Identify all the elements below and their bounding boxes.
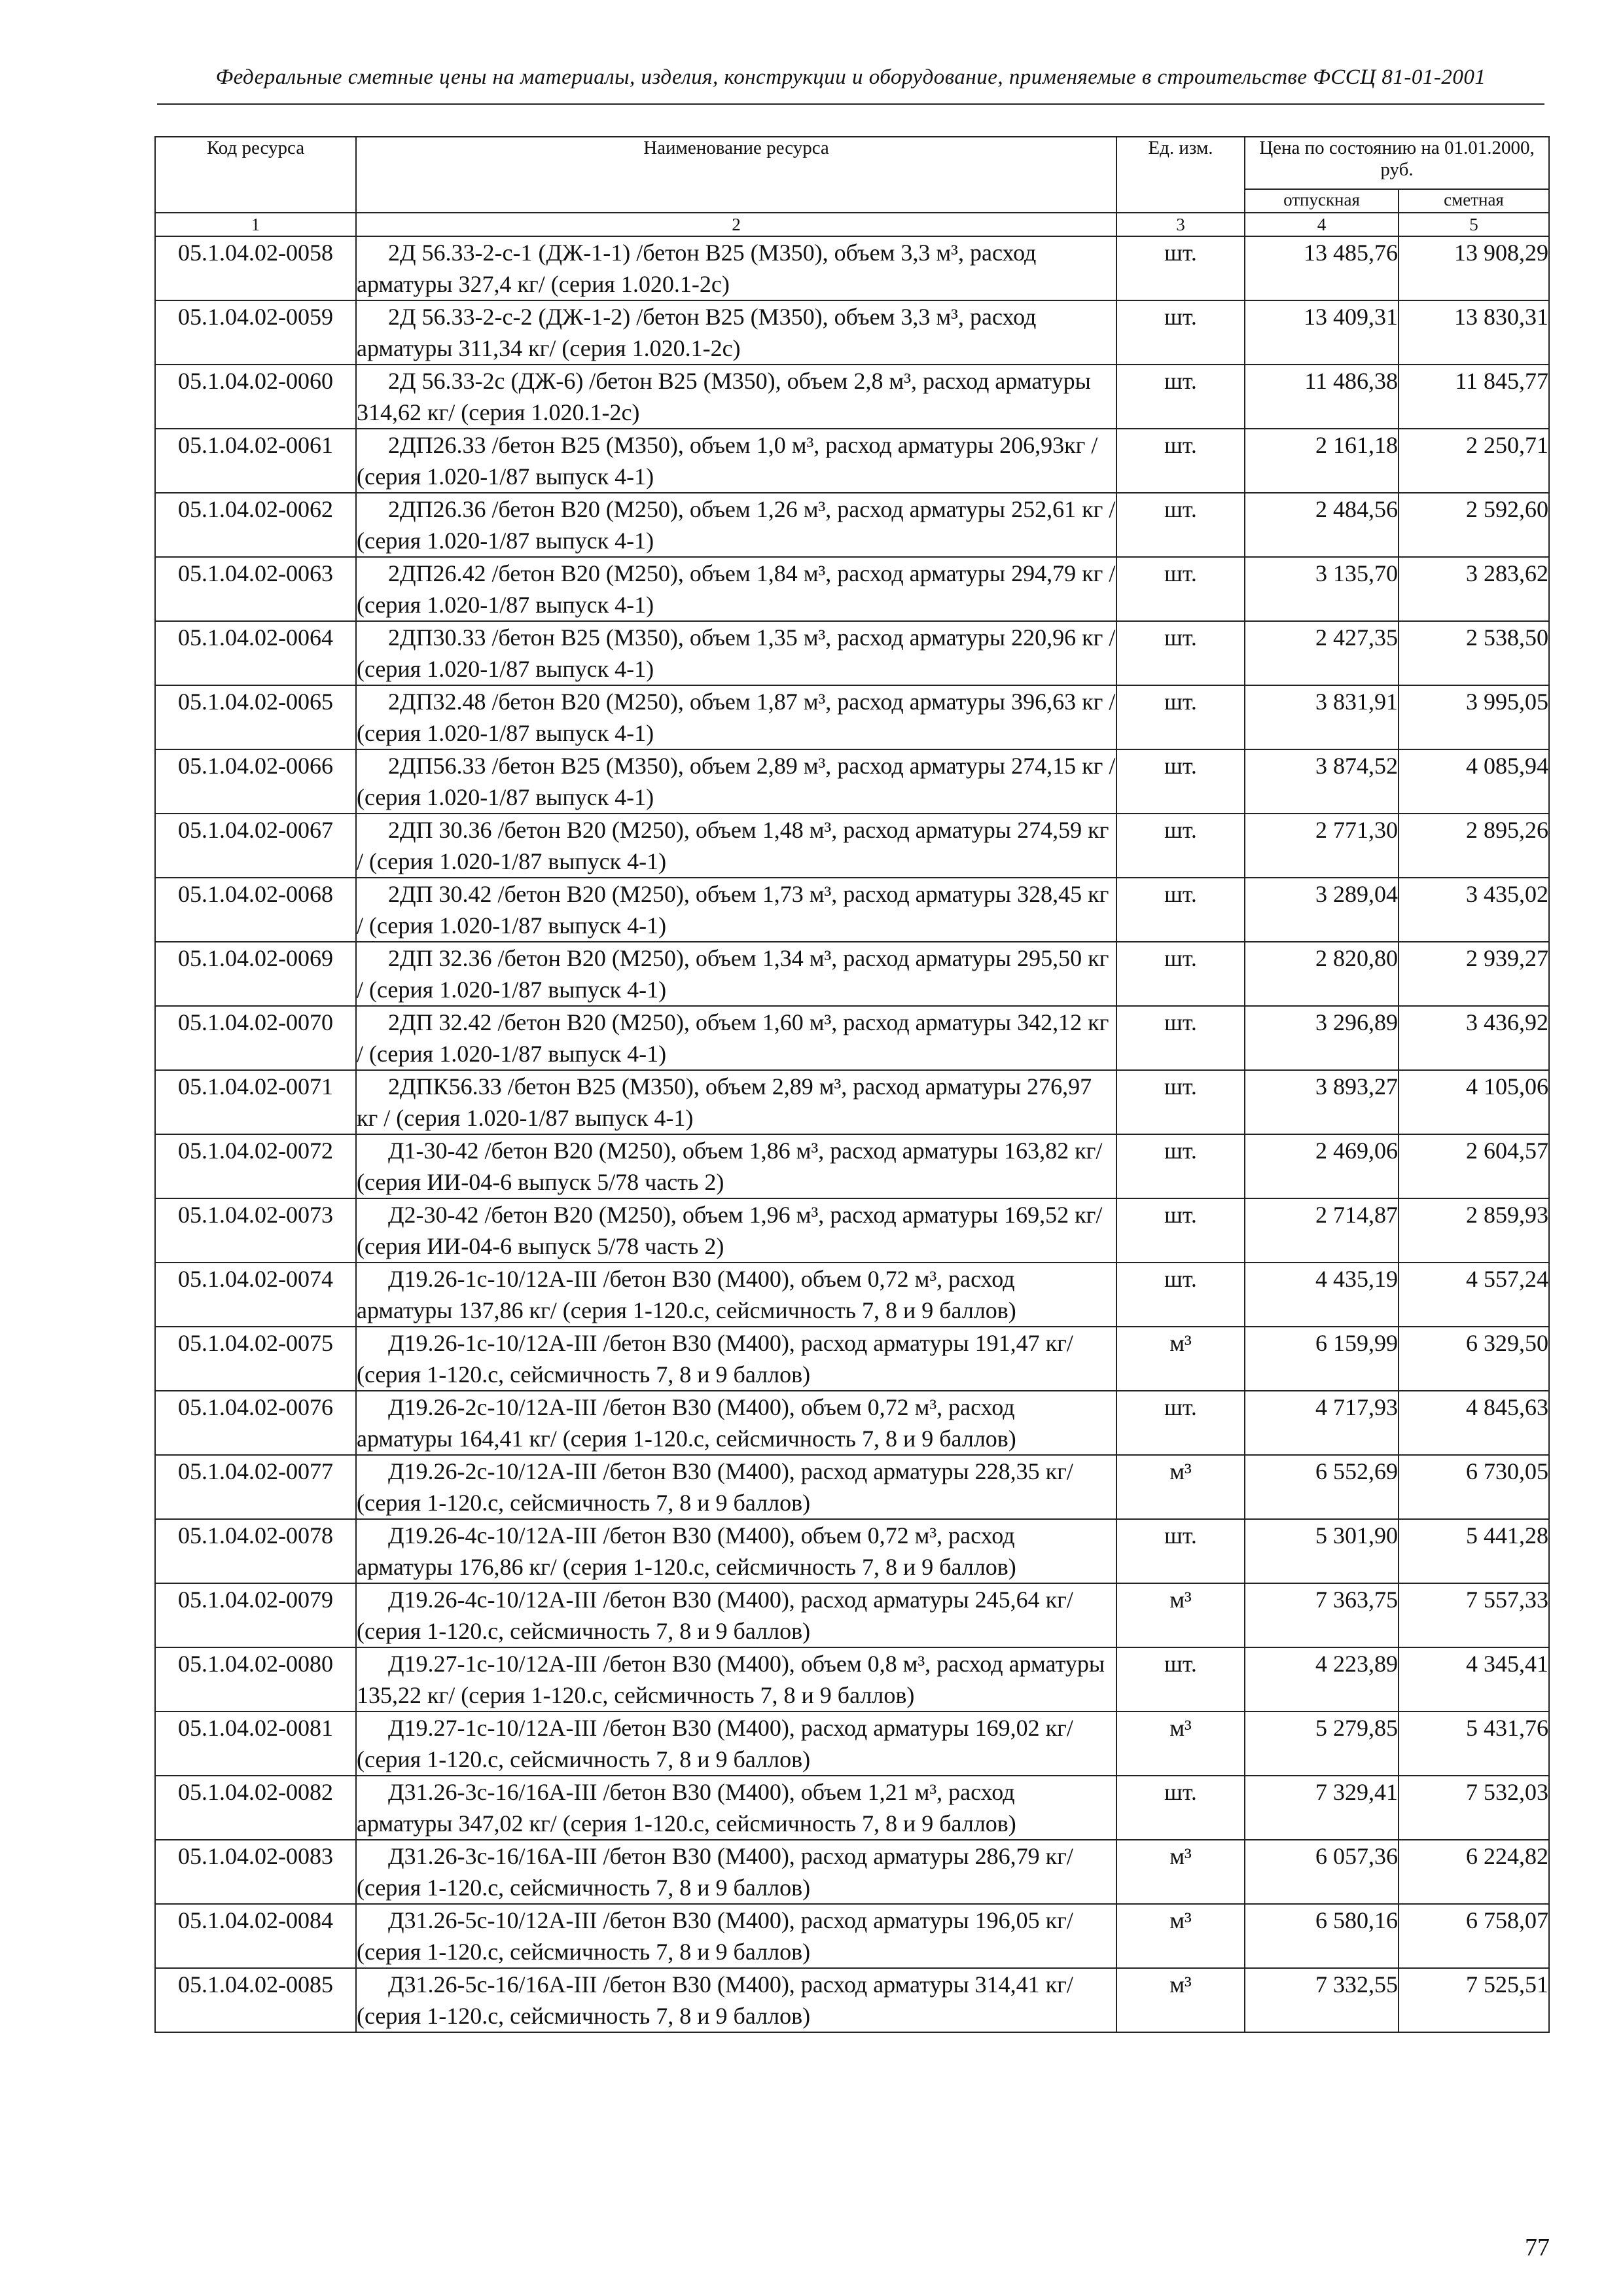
resource-code: 05.1.04.02-0060 bbox=[155, 365, 356, 429]
resource-code: 05.1.04.02-0077 bbox=[155, 1455, 356, 1519]
resource-name: 2Д 56.33-2-с-1 (ДЖ-1-1) /бетон В25 (М350), объем 3,3 м³, расход арматуры 327,4 кг/ (серия 1.020.1-2с) bbox=[356, 236, 1116, 300]
table-row bbox=[155, 1006, 1549, 1070]
release-price: 2 484,56 bbox=[1245, 493, 1399, 557]
unit-of-measure: шт. bbox=[1116, 300, 1245, 365]
resource-name: Д2-30-42 /бетон В20 (М250), объем 1,96 м³, расход арматуры 169,52 кг/ (серия ИИ-04-6 выпуск 5/78 часть 2) bbox=[356, 1198, 1116, 1263]
column-number-row bbox=[155, 213, 1549, 236]
resource-code: 05.1.04.02-0066 bbox=[155, 749, 356, 814]
resource-code: 05.1.04.02-0058 bbox=[155, 236, 356, 300]
table-row bbox=[155, 429, 1549, 493]
estimate-price: 13 908,29 bbox=[1399, 236, 1549, 300]
table-row bbox=[155, 1968, 1549, 2032]
unit-of-measure: шт. bbox=[1116, 878, 1245, 942]
release-price: 7 363,75 bbox=[1245, 1583, 1399, 1647]
unit-of-measure: шт. bbox=[1116, 1198, 1245, 1263]
column-number: 1 bbox=[155, 213, 356, 236]
estimate-price: 6 730,05 bbox=[1399, 1455, 1549, 1519]
estimate-price: 7 525,51 bbox=[1399, 1968, 1549, 2032]
resource-name: Д1-30-42 /бетон В20 (М250), объем 1,86 м³, расход арматуры 163,82 кг/ (серия ИИ-04-6 выпуск 5/78 часть 2) bbox=[356, 1134, 1116, 1198]
unit-of-measure: шт. bbox=[1116, 365, 1245, 429]
estimate-price: 6 758,07 bbox=[1399, 1904, 1549, 1968]
release-price: 3 296,89 bbox=[1245, 1006, 1399, 1070]
resource-code: 05.1.04.02-0065 bbox=[155, 685, 356, 749]
release-price: 4 223,89 bbox=[1245, 1647, 1399, 1712]
resource-name: 2ДП26.33 /бетон В25 (М350), объем 1,0 м³, расход арматуры 206,93кг / (серия 1.020-1/87 выпуск 4-1) bbox=[356, 429, 1116, 493]
release-price: 5 279,85 bbox=[1245, 1712, 1399, 1776]
resource-code: 05.1.04.02-0062 bbox=[155, 493, 356, 557]
unit-of-measure: шт. bbox=[1116, 814, 1245, 878]
estimate-price: 3 435,02 bbox=[1399, 878, 1549, 942]
estimate-price: 2 939,27 bbox=[1399, 942, 1549, 1006]
resource-code: 05.1.04.02-0075 bbox=[155, 1327, 356, 1391]
table-row bbox=[155, 878, 1549, 942]
release-price: 3 893,27 bbox=[1245, 1070, 1399, 1134]
release-price: 6 580,16 bbox=[1245, 1904, 1399, 1968]
unit-of-measure: м³ bbox=[1116, 1327, 1245, 1391]
resource-code: 05.1.04.02-0085 bbox=[155, 1968, 356, 2032]
unit-of-measure: шт. bbox=[1116, 1263, 1245, 1327]
resource-code: 05.1.04.02-0064 bbox=[155, 621, 356, 685]
resource-name: Д19.26-2с-10/12А-III /бетон В30 (М400), объем 0,72 м³, расход арматуры 164,41 кг/ (серия 1-120.с, сейсмичность 7, 8 и 9 баллов) bbox=[356, 1391, 1116, 1455]
estimate-price: 4 105,06 bbox=[1399, 1070, 1549, 1134]
resource-code: 05.1.04.02-0081 bbox=[155, 1712, 356, 1776]
resource-name: 2ДП 30.36 /бетон В20 (М250), объем 1,48 м³, расход арматуры 274,59 кг / (серия 1.020-1/87 выпуск 4-1) bbox=[356, 814, 1116, 878]
unit-of-measure: шт. bbox=[1116, 1006, 1245, 1070]
page-number: 77 bbox=[1525, 2234, 1550, 2261]
resource-code: 05.1.04.02-0082 bbox=[155, 1776, 356, 1840]
unit-of-measure: шт. bbox=[1116, 557, 1245, 621]
column-number: 5 bbox=[1399, 213, 1549, 236]
estimate-price: 11 845,77 bbox=[1399, 365, 1549, 429]
table-row bbox=[155, 1583, 1549, 1647]
unit-of-measure: шт. bbox=[1116, 749, 1245, 814]
release-price: 11 486,38 bbox=[1245, 365, 1399, 429]
resource-code: 05.1.04.02-0071 bbox=[155, 1070, 356, 1134]
table-row bbox=[155, 1134, 1549, 1198]
unit-of-measure: м³ bbox=[1116, 1968, 1245, 2032]
unit-of-measure: шт. bbox=[1116, 1391, 1245, 1455]
table-row bbox=[155, 1391, 1549, 1455]
release-price: 2 771,30 bbox=[1245, 814, 1399, 878]
resource-name: Д31.26-3с-16/16А-III /бетон В30 (М400), расход арматуры 286,79 кг/ (серия 1-120.с, сейсмичность 7, 8 и 9 баллов) bbox=[356, 1840, 1116, 1904]
table-row bbox=[155, 1647, 1549, 1712]
resource-name: 2ДП 32.36 /бетон В20 (М250), объем 1,34 м³, расход арматуры 295,50 кг / (серия 1.020-1/87 выпуск 4-1) bbox=[356, 942, 1116, 1006]
estimate-price: 4 557,24 bbox=[1399, 1263, 1549, 1327]
col-header-code: Код ресурса bbox=[155, 137, 356, 213]
unit-of-measure: шт. bbox=[1116, 1647, 1245, 1712]
table-row bbox=[155, 1776, 1549, 1840]
estimate-price: 6 224,82 bbox=[1399, 1840, 1549, 1904]
resource-name: Д19.26-4с-10/12А-III /бетон В30 (М400), расход арматуры 245,64 кг/ (серия 1-120.с, сейсмичность 7, 8 и 9 баллов) bbox=[356, 1583, 1116, 1647]
release-price: 7 332,55 bbox=[1245, 1968, 1399, 2032]
table-row bbox=[155, 236, 1549, 300]
estimate-price: 5 441,28 bbox=[1399, 1519, 1549, 1583]
release-price: 2 161,18 bbox=[1245, 429, 1399, 493]
resource-name: 2ДП 30.42 /бетон В20 (М250), объем 1,73 м³, расход арматуры 328,45 кг / (серия 1.020-1/87 выпуск 4-1) bbox=[356, 878, 1116, 942]
resource-code: 05.1.04.02-0074 bbox=[155, 1263, 356, 1327]
resource-code: 05.1.04.02-0067 bbox=[155, 814, 356, 878]
estimate-price: 4 345,41 bbox=[1399, 1647, 1549, 1712]
resource-name: Д19.27-1с-10/12А-III /бетон В30 (М400), расход арматуры 169,02 кг/ (серия 1-120.с, сейсмичность 7, 8 и 9 баллов) bbox=[356, 1712, 1116, 1776]
resource-name: 2ДП26.36 /бетон В20 (М250), объем 1,26 м³, расход арматуры 252,61 кг / (серия 1.020-1/87 выпуск 4-1) bbox=[356, 493, 1116, 557]
unit-of-measure: шт. bbox=[1116, 1519, 1245, 1583]
resource-code: 05.1.04.02-0059 bbox=[155, 300, 356, 365]
resource-name: 2ДП56.33 /бетон В25 (М350), объем 2,89 м³, расход арматуры 274,15 кг / (серия 1.020-1/87 выпуск 4-1) bbox=[356, 749, 1116, 814]
table-row bbox=[155, 621, 1549, 685]
resource-code: 05.1.04.02-0061 bbox=[155, 429, 356, 493]
release-price: 6 552,69 bbox=[1245, 1455, 1399, 1519]
resource-name: 2Д 56.33-2с (ДЖ-6) /бетон В25 (М350), объем 2,8 м³, расход арматуры 314,62 кг/ (серия 1.020.1-2с) bbox=[356, 365, 1116, 429]
resource-code: 05.1.04.02-0076 bbox=[155, 1391, 356, 1455]
release-price: 3 135,70 bbox=[1245, 557, 1399, 621]
running-header: Федеральные сметные цены на материалы, изделия, конструкции и оборудование, применяемые в строительстве ФССЦ 81-01-2001 bbox=[215, 65, 1486, 89]
table-row bbox=[155, 749, 1549, 814]
table-row bbox=[155, 1070, 1549, 1134]
unit-of-measure: м³ bbox=[1116, 1455, 1245, 1519]
resource-name: 2ДП32.48 /бетон В20 (М250), объем 1,87 м³, расход арматуры 396,63 кг / (серия 1.020-1/87 выпуск 4-1) bbox=[356, 685, 1116, 749]
resource-name: Д31.26-5с-16/16А-III /бетон В30 (М400), расход арматуры 314,41 кг/ (серия 1-120.с, сейсмичность 7, 8 и 9 баллов) bbox=[356, 1968, 1116, 2032]
table-row bbox=[155, 814, 1549, 878]
estimate-price: 7 557,33 bbox=[1399, 1583, 1549, 1647]
unit-of-measure: шт. bbox=[1116, 1776, 1245, 1840]
unit-of-measure: шт. bbox=[1116, 493, 1245, 557]
table-row bbox=[155, 365, 1549, 429]
table-row bbox=[155, 1327, 1549, 1391]
resource-name: 2ДП26.42 /бетон В20 (М250), объем 1,84 м³, расход арматуры 294,79 кг / (серия 1.020-1/87 выпуск 4-1) bbox=[356, 557, 1116, 621]
estimate-price: 2 895,26 bbox=[1399, 814, 1549, 878]
resource-code: 05.1.04.02-0069 bbox=[155, 942, 356, 1006]
resource-code: 05.1.04.02-0084 bbox=[155, 1904, 356, 1968]
resource-name: Д31.26-5с-10/12А-III /бетон В30 (М400), расход арматуры 196,05 кг/ (серия 1-120.с, сейсмичность 7, 8 и 9 баллов) bbox=[356, 1904, 1116, 1968]
col-header-estimate-price: сметная bbox=[1399, 189, 1549, 213]
resource-code: 05.1.04.02-0073 bbox=[155, 1198, 356, 1263]
table-row bbox=[155, 1198, 1549, 1263]
table-row bbox=[155, 1519, 1549, 1583]
header-rule bbox=[157, 103, 1544, 105]
unit-of-measure: шт. bbox=[1116, 429, 1245, 493]
release-price: 6 159,99 bbox=[1245, 1327, 1399, 1391]
resource-code: 05.1.04.02-0083 bbox=[155, 1840, 356, 1904]
release-price: 2 469,06 bbox=[1245, 1134, 1399, 1198]
col-header-release-price: отпускная bbox=[1245, 189, 1399, 213]
release-price: 6 057,36 bbox=[1245, 1840, 1399, 1904]
unit-of-measure: шт. bbox=[1116, 1070, 1245, 1134]
estimate-price: 3 283,62 bbox=[1399, 557, 1549, 621]
release-price: 2 427,35 bbox=[1245, 621, 1399, 685]
resource-code: 05.1.04.02-0063 bbox=[155, 557, 356, 621]
estimate-price: 2 250,71 bbox=[1399, 429, 1549, 493]
release-price: 4 435,19 bbox=[1245, 1263, 1399, 1327]
release-price: 13 409,31 bbox=[1245, 300, 1399, 365]
resource-name: Д19.27-1с-10/12А-III /бетон В30 (М400), объем 0,8 м³, расход арматуры 135,22 кг/ (серия 1-120.с, сейсмичность 7, 8 и 9 баллов) bbox=[356, 1647, 1116, 1712]
release-price: 2 820,80 bbox=[1245, 942, 1399, 1006]
resource-code: 05.1.04.02-0078 bbox=[155, 1519, 356, 1583]
estimate-price: 13 830,31 bbox=[1399, 300, 1549, 365]
column-number: 2 bbox=[356, 213, 1116, 236]
unit-of-measure: шт. bbox=[1116, 942, 1245, 1006]
unit-of-measure: м³ bbox=[1116, 1712, 1245, 1776]
resource-name: Д19.26-1с-10/12А-III /бетон В30 (М400), расход арматуры 191,47 кг/ (серия 1-120.с, сейсмичность 7, 8 и 9 баллов) bbox=[356, 1327, 1116, 1391]
estimate-price: 7 532,03 bbox=[1399, 1776, 1549, 1840]
unit-of-measure: м³ bbox=[1116, 1904, 1245, 1968]
estimate-price: 2 592,60 bbox=[1399, 493, 1549, 557]
release-price: 2 714,87 bbox=[1245, 1198, 1399, 1263]
release-price: 13 485,76 bbox=[1245, 236, 1399, 300]
resource-name: 2Д 56.33-2-с-2 (ДЖ-1-2) /бетон В25 (М350), объем 3,3 м³, расход арматуры 311,34 кг/ (серия 1.020.1-2с) bbox=[356, 300, 1116, 365]
estimate-price: 3 995,05 bbox=[1399, 685, 1549, 749]
price-table bbox=[154, 136, 1550, 2033]
estimate-price: 5 431,76 bbox=[1399, 1712, 1549, 1776]
estimate-price: 4 085,94 bbox=[1399, 749, 1549, 814]
release-price: 7 329,41 bbox=[1245, 1776, 1399, 1840]
col-header-unit: Ед. изм. bbox=[1116, 137, 1245, 213]
resource-name: 2ДП30.33 /бетон В25 (М350), объем 1,35 м³, расход арматуры 220,96 кг / (серия 1.020-1/87 выпуск 4-1) bbox=[356, 621, 1116, 685]
unit-of-measure: м³ bbox=[1116, 1840, 1245, 1904]
table-row bbox=[155, 685, 1549, 749]
release-price: 3 874,52 bbox=[1245, 749, 1399, 814]
estimate-price: 3 436,92 bbox=[1399, 1006, 1549, 1070]
estimate-price: 2 604,57 bbox=[1399, 1134, 1549, 1198]
release-price: 5 301,90 bbox=[1245, 1519, 1399, 1583]
resource-code: 05.1.04.02-0072 bbox=[155, 1134, 356, 1198]
table-row bbox=[155, 1712, 1549, 1776]
table-row bbox=[155, 1263, 1549, 1327]
unit-of-measure: шт. bbox=[1116, 621, 1245, 685]
estimate-price: 2 859,93 bbox=[1399, 1198, 1549, 1263]
unit-of-measure: шт. bbox=[1116, 685, 1245, 749]
resource-name: Д19.26-4с-10/12А-III /бетон В30 (М400), объем 0,72 м³, расход арматуры 176,86 кг/ (серия 1-120.с, сейсмичность 7, 8 и 9 баллов) bbox=[356, 1519, 1116, 1583]
resource-name: 2ДП 32.42 /бетон В20 (М250), объем 1,60 м³, расход арматуры 342,12 кг / (серия 1.020-1/87 выпуск 4-1) bbox=[356, 1006, 1116, 1070]
unit-of-measure: м³ bbox=[1116, 1583, 1245, 1647]
column-number: 3 bbox=[1116, 213, 1245, 236]
resource-code: 05.1.04.02-0068 bbox=[155, 878, 356, 942]
resource-name: Д31.26-3с-16/16А-III /бетон В30 (М400), объем 1,21 м³, расход арматуры 347,02 кг/ (серия 1-120.с, сейсмичность 7, 8 и 9 баллов) bbox=[356, 1776, 1116, 1840]
col-header-price-group: Цена по состоянию на 01.01.2000, руб. bbox=[1245, 137, 1549, 189]
resource-code: 05.1.04.02-0079 bbox=[155, 1583, 356, 1647]
resource-name: Д19.26-2с-10/12А-III /бетон В30 (М400), расход арматуры 228,35 кг/ (серия 1-120.с, сейсмичность 7, 8 и 9 баллов) bbox=[356, 1455, 1116, 1519]
resource-code: 05.1.04.02-0080 bbox=[155, 1647, 356, 1712]
table-row bbox=[155, 942, 1549, 1006]
unit-of-measure: шт. bbox=[1116, 1134, 1245, 1198]
estimate-price: 4 845,63 bbox=[1399, 1391, 1549, 1455]
resource-name: Д19.26-1с-10/12А-III /бетон В30 (М400), объем 0,72 м³, расход арматуры 137,86 кг/ (серия 1-120.с, сейсмичность 7, 8 и 9 баллов) bbox=[356, 1263, 1116, 1327]
table-row bbox=[155, 493, 1549, 557]
table-row bbox=[155, 1904, 1549, 1968]
table-row bbox=[155, 1840, 1549, 1904]
release-price: 4 717,93 bbox=[1245, 1391, 1399, 1455]
resource-name: 2ДПК56.33 /бетон В25 (М350), объем 2,89 м³, расход арматуры 276,97 кг / (серия 1.020-1/87 выпуск 4-1) bbox=[356, 1070, 1116, 1134]
resource-code: 05.1.04.02-0070 bbox=[155, 1006, 356, 1070]
release-price: 3 831,91 bbox=[1245, 685, 1399, 749]
estimate-price: 6 329,50 bbox=[1399, 1327, 1549, 1391]
table-row bbox=[155, 557, 1549, 621]
release-price: 3 289,04 bbox=[1245, 878, 1399, 942]
table-row bbox=[155, 300, 1549, 365]
col-header-name: Наименование ресурса bbox=[356, 137, 1116, 213]
unit-of-measure: шт. bbox=[1116, 236, 1245, 300]
column-number: 4 bbox=[1245, 213, 1399, 236]
estimate-price: 2 538,50 bbox=[1399, 621, 1549, 685]
table-row bbox=[155, 1455, 1549, 1519]
